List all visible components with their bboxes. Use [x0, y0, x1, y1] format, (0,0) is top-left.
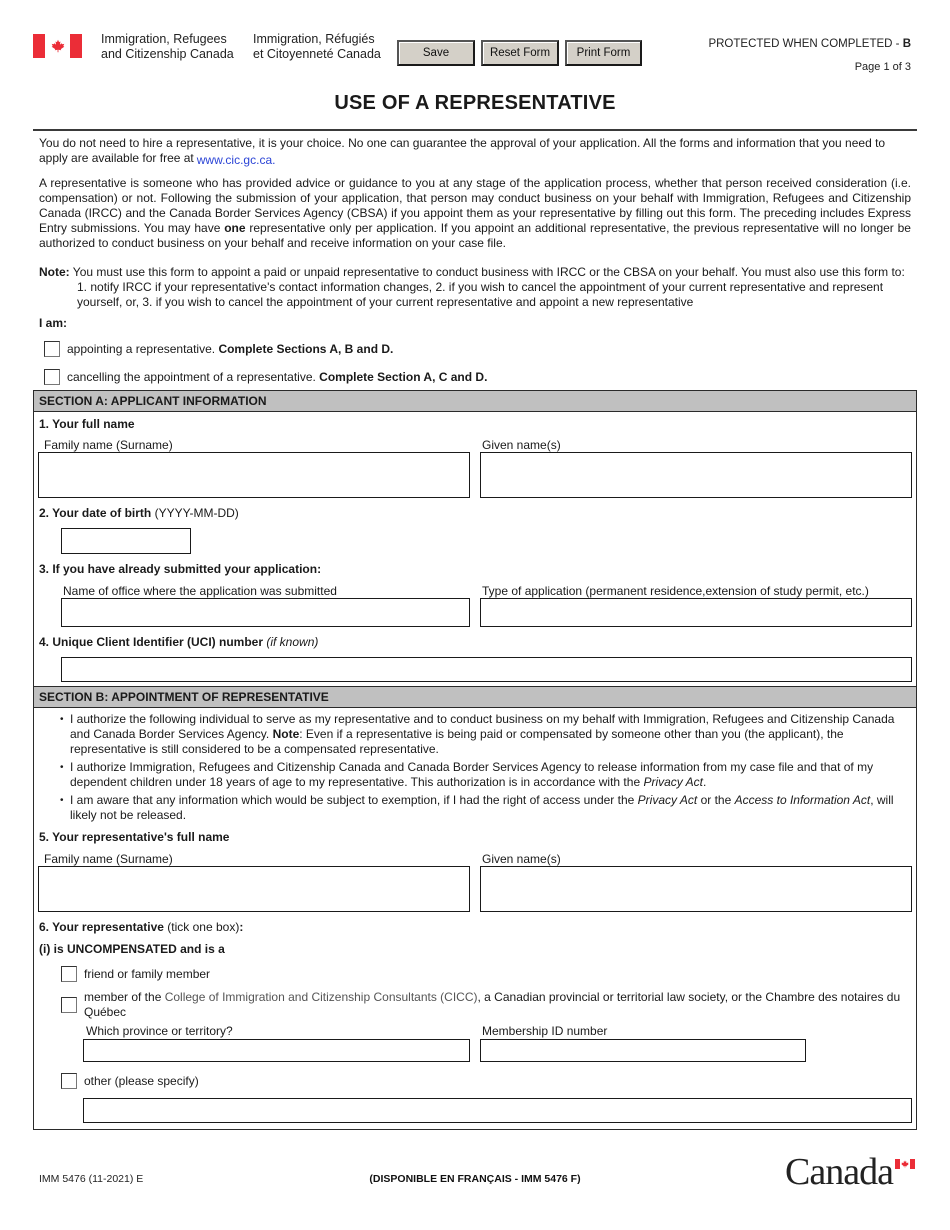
cancelling-checkbox[interactable] [44, 369, 60, 385]
application-type-input[interactable] [480, 598, 912, 627]
option-friend-family: friend or family member [61, 966, 210, 982]
department-name-french: Immigration, Réfugiés et Citoyenneté Canada [253, 32, 381, 61]
intro-note: Note: You must use this form to appoint a paid or unpaid representative to conduct business with IRCC or the CBSA on your behalf. You must also use this form to: 1. notify IRCC if your representative's contact information changes, 2. if you wish to cancel the appointment of your current representative and represent yourself, or, 3. if you wish to cancel the appointment of your current representative and appoint a new representative [39, 265, 905, 309]
uci-number-input[interactable] [61, 657, 912, 682]
q5-label: 5. Your representative's full name [39, 830, 230, 844]
authorization-statements [60, 712, 906, 826]
cicc-member-checkbox[interactable] [61, 997, 77, 1013]
applicant-given-name-label: Given name(s) [482, 438, 561, 452]
member-checkbox-wrap [61, 997, 77, 1016]
representative-given-name-label: Given name(s) [482, 852, 561, 866]
friend-family-checkbox[interactable] [61, 966, 77, 982]
other-specify-input[interactable] [83, 1098, 912, 1123]
print-form-button[interactable]: Print Form [565, 40, 642, 66]
q1-label: 1. Your full name [39, 417, 135, 431]
authorization-bullet-3: • I am aware that any information which would be subject to exemption, if I had the right of access under the Privacy Act or the Access to Information Act, will likely not be released. [60, 793, 906, 823]
french-availability-note: (DISPONIBLE EN FRANÇAIS - IMM 5476 F) [369, 1173, 581, 1185]
i-am-label: I am: [39, 316, 68, 330]
appointing-checkbox[interactable] [44, 341, 60, 357]
wordmark-flag-icon [895, 1159, 915, 1169]
office-name-label: Name of office where the application was submitted [63, 584, 337, 598]
title-divider [33, 129, 917, 131]
maple-leaf-icon [901, 1160, 909, 1168]
membership-id-input[interactable] [480, 1039, 806, 1062]
section-a-header: SECTION A: APPLICANT INFORMATION [34, 390, 916, 412]
save-button[interactable]: Save [397, 40, 475, 66]
province-input[interactable] [83, 1039, 470, 1062]
applicant-given-name-input[interactable] [480, 452, 912, 498]
department-name-english: Immigration, Refugees and Citizenship Canada [101, 32, 234, 61]
canada-wordmark: Canada [785, 1151, 893, 1193]
q2-label: 2. Your date of birth (YYYY-MM-DD) [39, 506, 239, 520]
maple-leaf-icon [51, 39, 65, 53]
applicant-family-name-label: Family name (Surname) [44, 438, 173, 452]
representative-family-name-label: Family name (Surname) [44, 852, 173, 866]
authorization-bullet-1: • I authorize the following individual to serve as my representative and to conduct business on my behalf with Immigration, Refugees and Citizenship Canada and Canada Border Services Agency. Note: Even if a representative is being paid or compensated by someone other than you (the applicant), the representative is still considered to be a compensated representative. [60, 712, 906, 757]
page-title: USE OF A REPRESENTATIVE [334, 92, 616, 114]
section-b-header: SECTION B: APPOINTMENT OF REPRESENTATIVE [34, 686, 916, 708]
option-appointing: appointing a representative. Complete Sections A, B and D. [44, 341, 393, 357]
intro-paragraph-1: You do not need to hire a representative, it is your choice. No one can guarantee the approval of your application. All the forms and information that you need to apply are available for free at www.cic.gc.ca. [39, 136, 886, 167]
province-label: Which province or territory? [86, 1024, 233, 1038]
protected-status: PROTECTED WHEN COMPLETED - B [708, 38, 911, 50]
membership-id-label: Membership ID number [482, 1024, 608, 1038]
application-type-label: Type of application (permanent residence,extension of study permit, etc.) [482, 584, 869, 598]
office-name-input[interactable] [61, 598, 470, 627]
reset-form-button[interactable]: Reset Form [481, 40, 559, 66]
authorization-bullet-2: • I authorize Immigration, Refugees and Citizenship Canada and Canada Border Services Agency to release information from my case file and that of my dependent children under 18 years of age to my representative. This authorization is in accordance with the Privacy Act. [60, 760, 906, 790]
cic-website-link[interactable]: www.cic.gc.ca. [196, 153, 276, 167]
q6-uncompensated-label: (i) is UNCOMPENSATED and is a [39, 942, 225, 956]
q6-label: 6. Your representative (tick one box): [39, 920, 244, 934]
representative-family-name-input[interactable] [38, 866, 470, 912]
q3-label: 3. If you have already submitted your application: [39, 562, 322, 576]
other-checkbox[interactable] [61, 1073, 77, 1089]
option-other: other (please specify) [61, 1073, 199, 1089]
option-cancelling: cancelling the appointment of a representative. Complete Section A, C and D. [44, 369, 487, 385]
cicc-member-label: member of the College of Immigration and Citizenship Consultants (CICC), a Canadian provincial or territorial law society, or the Chambre des notaires du Québec [84, 990, 901, 1019]
canada-flag-logo [33, 34, 82, 58]
representative-given-name-input[interactable] [480, 866, 912, 912]
q4-label: 4. Unique Client Identifier (UCI) number (if known) [39, 635, 319, 649]
page-indicator: Page 1 of 3 [854, 61, 911, 73]
date-of-birth-input[interactable] [61, 528, 191, 554]
form-code: IMM 5476 (11-2021) E [39, 1173, 144, 1185]
applicant-family-name-input[interactable] [38, 452, 470, 498]
intro-paragraph-2: A representative is someone who has provided advice or guidance to you at any stage of the application process, whether that person received consideration (i.e. compensation) or not. Following the submission of your application, that person may conduct business on your behalf with Immigration, Refugees and Citizenship Canada (IRCC) and the Canada Border Services Agency (CBSA) if you appoint them as your representative by filling out this form. The preceding includes Express Entry submissions. You may have one representative only per application. If you appoint an additional representative, the previous representative will no longer be authorized to conduct business on your behalf and receive information on your case file. [39, 176, 911, 250]
